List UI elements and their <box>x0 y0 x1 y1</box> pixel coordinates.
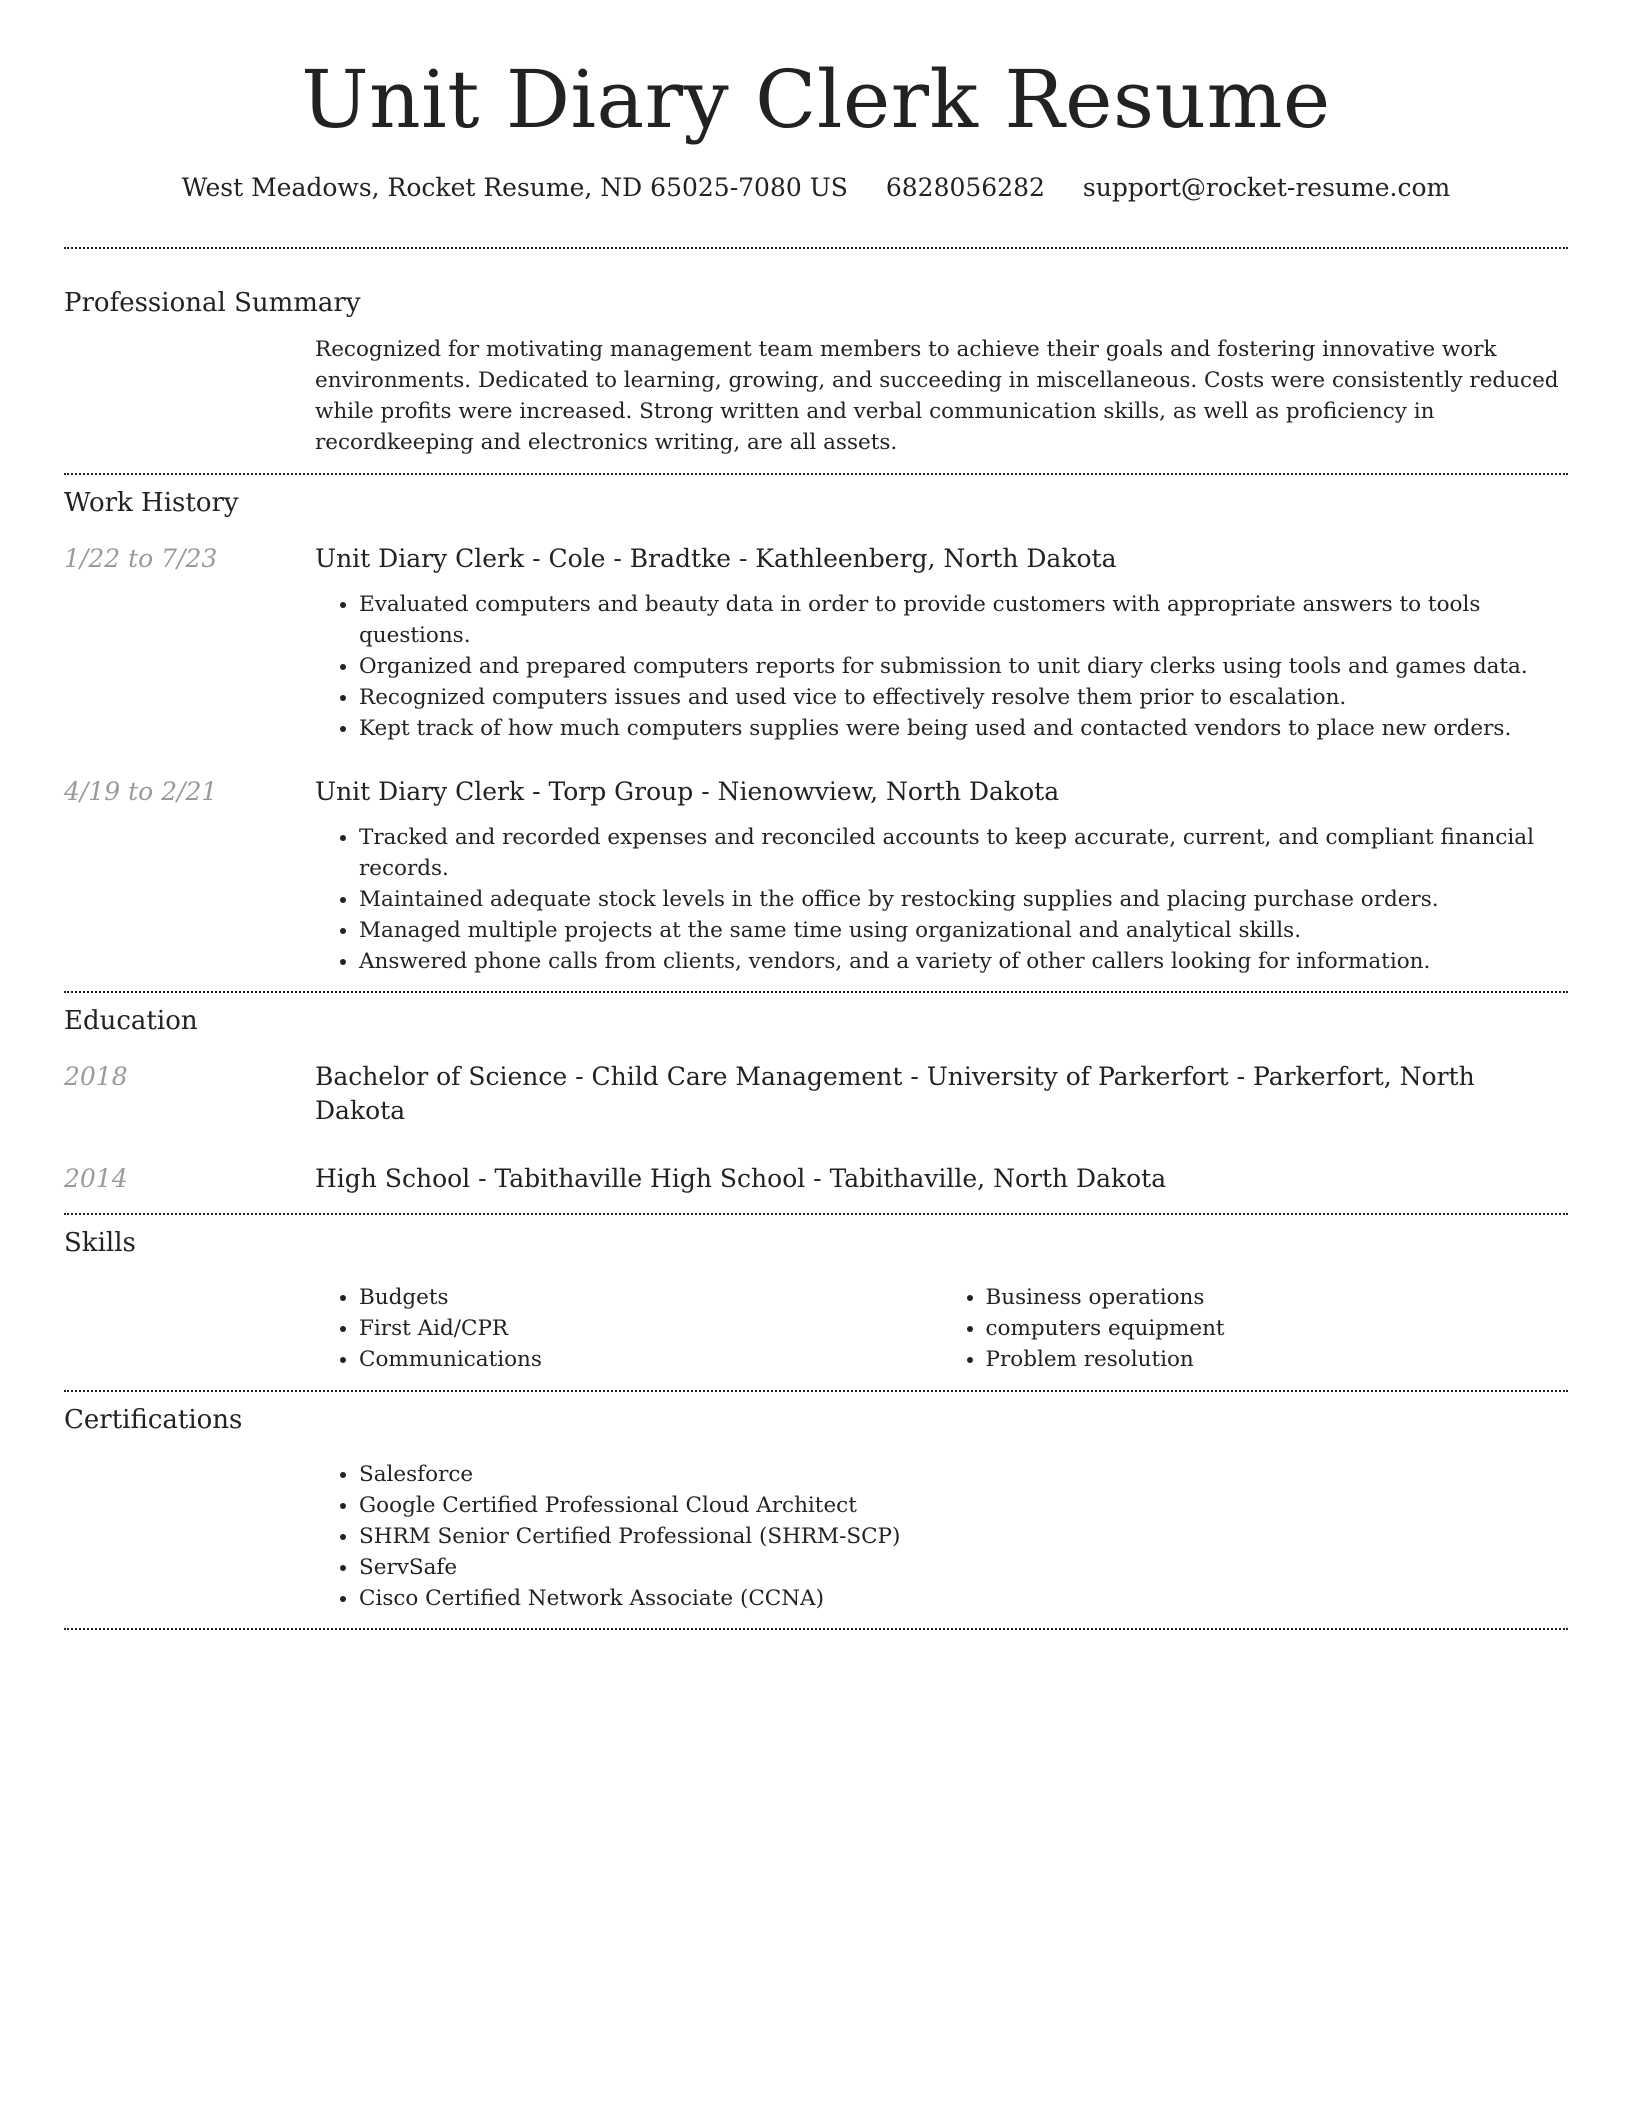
section-title-work: Work History <box>64 488 239 518</box>
list-item: • Evaluated computers and beauty data in order to provide customers with appropriate answers to tools questions. <box>359 589 1568 651</box>
list-item: • Problem resolution <box>986 1344 1569 1375</box>
list-item: • Cisco Certified Network Associate (CCNA) <box>359 1583 1568 1614</box>
list-item: • Answered phone calls from clients, vendors, and a variety of other callers looking for information. <box>359 946 1568 977</box>
education-year: 2014 <box>64 1164 128 1193</box>
section-title-certifications: Certifications <box>64 1405 243 1435</box>
section-title-summary: Professional Summary <box>64 288 361 318</box>
resume-title: Unit Diary Clerk Resume <box>301 53 1331 146</box>
list-item: • Tracked and recorded expenses and reconciled accounts to keep accurate, current, and compliant financial records. <box>359 822 1568 884</box>
list-item: • Budgets <box>359 1282 942 1313</box>
list-item: • ServSafe <box>359 1552 1568 1583</box>
certifications-section <box>64 1403 1568 1614</box>
certifications-list <box>315 1459 1568 1614</box>
work-history-section <box>64 486 1568 977</box>
job-heading: Unit Diary Clerk - Torp Group - Nienowview, North Dakota <box>315 777 1060 806</box>
skills-list-left <box>315 1282 942 1375</box>
education-entry <box>64 1060 1568 1128</box>
divider <box>64 991 1568 993</box>
job-heading: Unit Diary Clerk - Cole - Bradtke - Kathleenberg, North Dakota <box>315 544 1117 573</box>
summary-text: Recognized for motivating management team members to achieve their goals and fostering innovative work environments. Dedicated to learning, growing, and succeeding in miscellaneous. Costs were consistently reduced while profits were increased. Strong written and verbal communication skills, as well as proficiency in recordkeeping and electronics writing, are all assets. <box>315 337 1559 455</box>
education-section <box>64 1004 1568 1196</box>
contact-phone: 6828056282 <box>885 173 1045 202</box>
list-item: • Recognized computers issues and used vice to effectively resolve them prior to escalation. <box>359 682 1568 713</box>
skills-list-right <box>942 1282 1569 1375</box>
job-entry <box>64 542 1568 744</box>
list-item: • Kept track of how much computers supplies were being used and contacted vendors to place new orders. <box>359 713 1568 744</box>
contact-email: support@rocket-resume.com <box>1082 173 1451 202</box>
list-item: • First Aid/CPR <box>359 1313 942 1344</box>
summary-section <box>64 286 1568 458</box>
divider <box>64 1213 1568 1215</box>
job-dates: 1/22 to 7/23 <box>64 544 218 573</box>
contact-line <box>64 172 1568 204</box>
job-dates: 4/19 to 2/21 <box>64 777 218 806</box>
divider <box>64 247 1568 249</box>
section-title-education: Education <box>64 1006 198 1036</box>
job-bullets <box>315 589 1568 744</box>
education-text: Bachelor of Science - Child Care Management - University of Parkerfort - Parkerfort, North Dakota <box>315 1062 1475 1125</box>
list-item: • Communications <box>359 1344 942 1375</box>
list-item: • Managed multiple projects at the same time using organizational and analytical skills. <box>359 915 1568 946</box>
education-entry <box>64 1162 1568 1196</box>
list-item: • SHRM Senior Certified Professional (SHRM-SCP) <box>359 1521 1568 1552</box>
contact-address: West Meadows, Rocket Resume, ND 65025-7080 US <box>181 173 848 202</box>
job-bullets <box>315 822 1568 977</box>
divider <box>64 1390 1568 1392</box>
list-item: • Organized and prepared computers reports for submission to unit diary clerks using tools and games data. <box>359 651 1568 682</box>
divider <box>64 1628 1568 1630</box>
section-title-skills: Skills <box>64 1228 136 1258</box>
education-year: 2018 <box>64 1062 128 1091</box>
resume-page <box>64 0 1568 1630</box>
education-text: High School - Tabithaville High School - Tabithaville, North Dakota <box>315 1164 1167 1193</box>
list-item: • Salesforce <box>359 1459 1568 1490</box>
list-item: • Business operations <box>986 1282 1569 1313</box>
skills-section <box>64 1226 1568 1375</box>
list-item: • Maintained adequate stock levels in the office by restocking supplies and placing purchase orders. <box>359 884 1568 915</box>
job-entry <box>64 775 1568 977</box>
list-item: • Google Certified Professional Cloud Architect <box>359 1490 1568 1521</box>
list-item: • computers equipment <box>986 1313 1569 1344</box>
divider <box>64 473 1568 475</box>
